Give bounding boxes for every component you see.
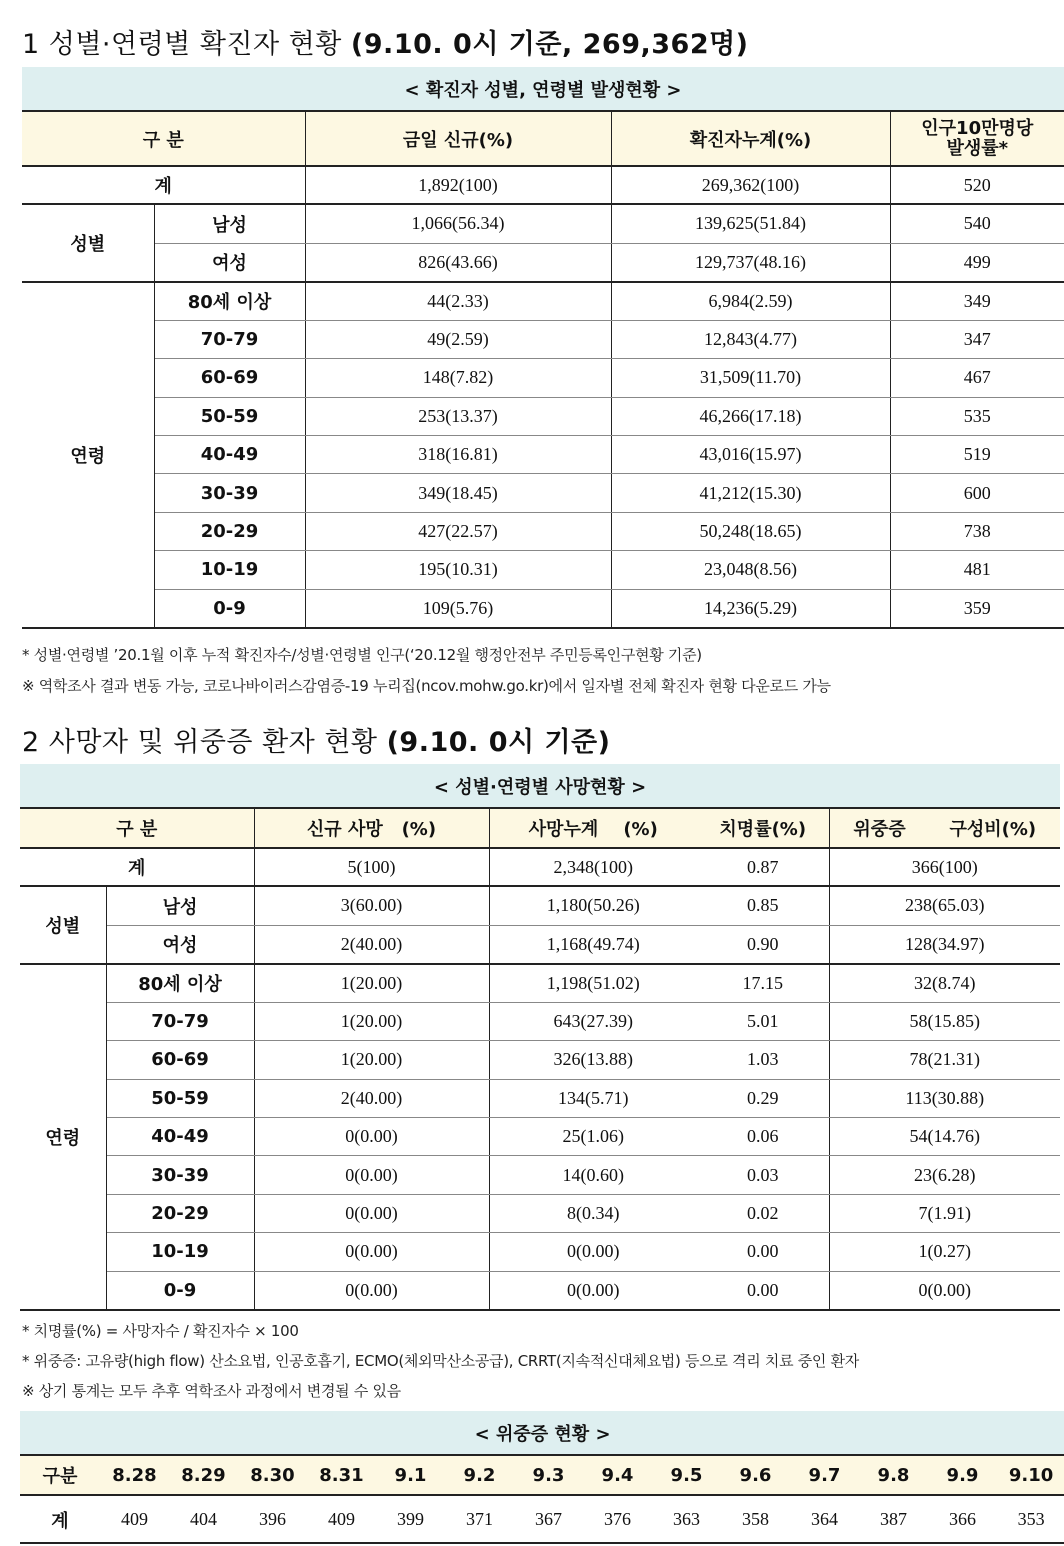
cell-cumulative: 0(0.00)	[489, 1233, 697, 1271]
cell-new: 349(18.45)	[305, 474, 611, 512]
cell-severe: 238(65.03)	[829, 886, 1060, 925]
cell-severe: 366(100)	[829, 848, 1060, 886]
header-cum-death-pct: (%)	[623, 819, 658, 840]
cell-fatality: 5.01	[697, 1002, 829, 1040]
cell-cumulative: 0(0.00)	[489, 1271, 697, 1309]
cell-severe: 23(6.28)	[829, 1156, 1060, 1194]
table-row	[22, 551, 1064, 589]
header-cum-death-label: 사망누계	[528, 819, 599, 840]
cell-severe-count: 364	[811, 1509, 838, 1529]
cell-cumulative: 25(1.06)	[489, 1118, 697, 1156]
cell-fatality: 0.06	[697, 1118, 829, 1156]
footnote: * 성별·연령별 ’20.1월 이후 누적 확진자수/성별·연령별 인구(‘20.12월 행정안전부 주민등록인구현황 기준)	[22, 646, 702, 664]
cell-severe: 7(1.91)	[829, 1194, 1060, 1232]
table-row	[20, 1118, 1060, 1156]
section2-title-suffix: (9.10. 0시 기준)	[386, 727, 611, 758]
cell-rate: 540	[890, 204, 1064, 243]
cell-new: 109(5.76)	[305, 589, 611, 627]
row-label: 여성	[106, 925, 254, 964]
cell-severe: 54(14.76)	[829, 1118, 1060, 1156]
cell-rate: 520	[890, 166, 1064, 204]
cell-cumulative: 43,016(15.97)	[611, 436, 890, 474]
cell-severe-count: 376	[604, 1509, 631, 1529]
confirmed-cases-table	[22, 67, 1064, 629]
row-label: 계	[20, 848, 254, 886]
cell-new: 1,066(56.34)	[305, 204, 611, 243]
cell-new: 1(20.00)	[254, 1041, 489, 1079]
cell-severe: 78(21.31)	[829, 1041, 1060, 1079]
date-header: 9.9	[928, 1455, 997, 1495]
header-new-death	[254, 808, 489, 848]
date-header: 8.29	[169, 1455, 238, 1495]
section1-title-suffix: (9.10. 0시 기준, 269,362명)	[350, 29, 749, 60]
table-row	[22, 282, 1064, 320]
cell-severe: 1(0.27)	[829, 1233, 1060, 1271]
date-header: 9.4	[583, 1455, 652, 1495]
cell-cumulative: 31,509(11.70)	[611, 359, 890, 397]
cell-fatality: 1.03	[697, 1041, 829, 1079]
table-row-total	[22, 166, 1064, 204]
header-category: 구 분	[22, 111, 305, 166]
row-label: 0-9	[154, 589, 305, 627]
cell-severe-count: 371	[466, 1509, 493, 1529]
cell-cumulative: 23,048(8.56)	[611, 551, 890, 589]
cell-new: 2(40.00)	[254, 925, 489, 964]
cell-new: 0(0.00)	[254, 1156, 489, 1194]
table-row	[20, 1271, 1060, 1309]
group-label: 연령	[20, 964, 106, 1310]
row-label: 10-19	[154, 551, 305, 589]
section1-title	[22, 22, 749, 61]
table-row	[20, 1156, 1060, 1194]
row-label: 여성	[154, 243, 305, 282]
cell-cumulative: 1,180(50.26)	[489, 886, 697, 925]
cell-severe: 128(34.97)	[829, 925, 1060, 964]
table-row	[20, 1041, 1060, 1079]
cell-severe-count: 396	[259, 1509, 286, 1529]
row-label: 60-69	[106, 1041, 254, 1079]
row-label: 40-49	[106, 1118, 254, 1156]
severe-trend-table	[20, 1411, 1064, 1543]
cell-fatality: 0.87	[697, 848, 829, 886]
date-header: 9.7	[790, 1455, 859, 1495]
cell-severe-count: 409	[121, 1509, 148, 1529]
table-row	[22, 589, 1064, 627]
cell-severe-count: 353	[1017, 1509, 1045, 1529]
cell-cumulative: 6,984(2.59)	[611, 282, 890, 320]
cell-cumulative: 41,212(15.30)	[611, 474, 890, 512]
cell-severe-count: 399	[397, 1509, 424, 1529]
cell-severe-count: 358	[742, 1509, 769, 1529]
table-row	[20, 1079, 1060, 1117]
row-label: 40-49	[154, 436, 305, 474]
cell-cumulative: 1,168(49.74)	[489, 925, 697, 964]
cell-rate: 535	[890, 397, 1064, 435]
cell-severe: 0(0.00)	[829, 1271, 1060, 1309]
date-header: 9.2	[445, 1455, 514, 1495]
cell-rate: 738	[890, 512, 1064, 550]
cell-cumulative: 129,737(48.16)	[611, 243, 890, 282]
row-label: 80세 이상	[106, 964, 254, 1002]
header-new: 금일 신규(%)	[305, 111, 611, 166]
cell-fatality: 0.85	[697, 886, 829, 925]
cell-rate: 481	[890, 551, 1064, 589]
cell-fatality: 0.03	[697, 1156, 829, 1194]
cell-severe-count: 366	[949, 1509, 976, 1529]
cell-rate: 349	[890, 282, 1064, 320]
cell-new: 1(20.00)	[254, 964, 489, 1002]
table-row	[22, 320, 1064, 358]
table-row	[22, 474, 1064, 512]
table-row	[22, 436, 1064, 474]
footnote: * 위중증: 고유량(high flow) 산소요법, 인공호흡기, ECMO(체외막산소공급), CRRT(지속적신대체요법) 등으로 격리 치료 중인 환자	[22, 1352, 859, 1370]
row-label: 50-59	[106, 1079, 254, 1117]
section1-title-prefix: 1 성별·연령별 확진자 현황	[22, 29, 351, 60]
cell-severe: 32(8.74)	[829, 964, 1060, 1002]
date-header: 8.30	[238, 1455, 307, 1495]
cell-cumulative: 14,236(5.29)	[611, 589, 890, 627]
cell-new: 253(13.37)	[305, 397, 611, 435]
group-label: 성별	[22, 204, 154, 282]
cell-new: 2(40.00)	[254, 1079, 489, 1117]
table-row	[22, 512, 1064, 550]
header-severe	[829, 808, 1060, 848]
cell-cumulative: 139,625(51.84)	[611, 204, 890, 243]
cell-cumulative: 269,362(100)	[611, 166, 890, 204]
row-header: 구분	[20, 1455, 100, 1495]
cell-cumulative: 12,843(4.77)	[611, 320, 890, 358]
cell-new: 3(60.00)	[254, 886, 489, 925]
row-label: 30-39	[106, 1156, 254, 1194]
cell-new: 1,892(100)	[305, 166, 611, 204]
cell-severe-count: 367	[535, 1509, 562, 1529]
header-new-death-label: 신규 사망	[306, 819, 383, 840]
row-label: 70-79	[154, 320, 305, 358]
date-header: 9.5	[652, 1455, 721, 1495]
cell-new: 148(7.82)	[305, 359, 611, 397]
cell-rate: 519	[890, 436, 1064, 474]
cell-new: 0(0.00)	[254, 1194, 489, 1232]
cell-rate: 359	[890, 589, 1064, 627]
date-header: 9.1	[376, 1455, 445, 1495]
date-header: 8.31	[307, 1455, 376, 1495]
table-row	[22, 243, 1064, 282]
header-rate-line1: 인구10만명당	[921, 117, 1034, 139]
date-header: 9.3	[514, 1455, 583, 1495]
cell-new: 0(0.00)	[254, 1118, 489, 1156]
table-caption: < 위중증 현황 >	[20, 1411, 1064, 1455]
table-row	[20, 925, 1060, 964]
header-severe-pct: 구성비(%)	[949, 819, 1037, 840]
footnote: ※ 상기 통계는 모두 추후 역학조사 과정에서 변경될 수 있음	[22, 1382, 401, 1400]
header-rate	[890, 111, 1064, 166]
cell-new: 49(2.59)	[305, 320, 611, 358]
date-header: 9.10	[997, 1455, 1064, 1495]
cell-cumulative: 326(13.88)	[489, 1041, 697, 1079]
group-label: 연령	[22, 282, 154, 628]
cell-new: 5(100)	[254, 848, 489, 886]
table-row	[22, 204, 1064, 243]
cell-severe-count: 387	[880, 1509, 907, 1529]
cell-fatality: 0.02	[697, 1194, 829, 1232]
cell-new: 427(22.57)	[305, 512, 611, 550]
cell-severe-count: 409	[328, 1509, 355, 1529]
table-row	[20, 1194, 1060, 1232]
cell-severe: 58(15.85)	[829, 1002, 1060, 1040]
row-label: 30-39	[154, 474, 305, 512]
cell-rate: 499	[890, 243, 1064, 282]
header-cum-death	[489, 808, 697, 848]
cell-fatality: 0.29	[697, 1079, 829, 1117]
row-label: 0-9	[106, 1271, 254, 1309]
cell-new: 318(16.81)	[305, 436, 611, 474]
date-header: 8.28	[100, 1455, 169, 1495]
row-label: 20-29	[154, 512, 305, 550]
cell-cumulative: 134(5.71)	[489, 1079, 697, 1117]
cell-new: 0(0.00)	[254, 1271, 489, 1309]
row-label: 계	[22, 166, 305, 204]
cell-new: 44(2.33)	[305, 282, 611, 320]
header-category: 구 분	[20, 808, 254, 848]
table-row	[22, 359, 1064, 397]
row-label: 20-29	[106, 1194, 254, 1232]
header-new-death-pct: (%)	[401, 819, 437, 840]
cell-severe-count: 404	[190, 1509, 217, 1529]
cell-fatality: 0.90	[697, 925, 829, 964]
table-caption: < 성별·연령별 사망현황 >	[20, 764, 1060, 808]
cell-cumulative: 8(0.34)	[489, 1194, 697, 1232]
cell-cumulative: 14(0.60)	[489, 1156, 697, 1194]
cell-new: 826(43.66)	[305, 243, 611, 282]
cell-cumulative: 1,198(51.02)	[489, 964, 697, 1002]
header-rate-line2: 발생률*	[946, 137, 1009, 159]
cell-rate: 467	[890, 359, 1064, 397]
table-row-total	[20, 1495, 1064, 1543]
table-row	[20, 1233, 1060, 1271]
cell-cumulative: 46,266(17.18)	[611, 397, 890, 435]
row-label: 60-69	[154, 359, 305, 397]
cell-severe-count: 363	[673, 1509, 700, 1529]
cell-severe: 113(30.88)	[829, 1079, 1060, 1117]
deaths-table	[20, 764, 1060, 1311]
row-label: 80세 이상	[154, 282, 305, 320]
cell-rate: 347	[890, 320, 1064, 358]
cell-fatality: 0.00	[697, 1233, 829, 1271]
section2-title	[22, 720, 610, 759]
row-label: 70-79	[106, 1002, 254, 1040]
bottom-rule	[20, 1542, 1064, 1544]
table-row	[20, 1002, 1060, 1040]
row-label: 50-59	[154, 397, 305, 435]
row-label: 10-19	[106, 1233, 254, 1271]
cell-cumulative: 50,248(18.65)	[611, 512, 890, 550]
cell-rate: 600	[890, 474, 1064, 512]
row-label: 남성	[106, 886, 254, 925]
footnote: ※ 역학조사 결과 변동 가능, 코로나바이러스감염증-19 누리집(ncov.mohw.go.kr)에서 일자별 전체 확진자 현황 다운로드 가능	[22, 677, 831, 695]
table-row-total	[20, 848, 1060, 886]
header-fatality: 치명률(%)	[697, 808, 829, 848]
date-header: 9.8	[859, 1455, 928, 1495]
cell-cumulative: 2,348(100)	[489, 848, 697, 886]
section2-title-prefix: 2 사망자 및 위중증 환자 현황	[22, 727, 387, 758]
header-severe-label: 위중증	[853, 819, 906, 840]
cell-new: 195(10.31)	[305, 551, 611, 589]
group-label: 성별	[20, 886, 106, 964]
cell-new: 1(20.00)	[254, 1002, 489, 1040]
table-row	[22, 397, 1064, 435]
date-header: 9.6	[721, 1455, 790, 1495]
cell-fatality: 0.00	[697, 1271, 829, 1309]
cell-fatality: 17.15	[697, 964, 829, 1002]
row-label: 계	[51, 1510, 69, 1532]
table-row	[20, 886, 1060, 925]
cell-cumulative: 643(27.39)	[489, 1002, 697, 1040]
footnote: * 치명률(%) = 사망자수 / 확진자수 × 100	[22, 1322, 299, 1340]
header-cumulative: 확진자누계(%)	[611, 111, 890, 166]
row-label: 남성	[154, 204, 305, 243]
table-row	[20, 964, 1060, 1002]
cell-new: 0(0.00)	[254, 1233, 489, 1271]
table-caption: < 확진자 성별, 연령별 발생현황 >	[22, 67, 1064, 111]
